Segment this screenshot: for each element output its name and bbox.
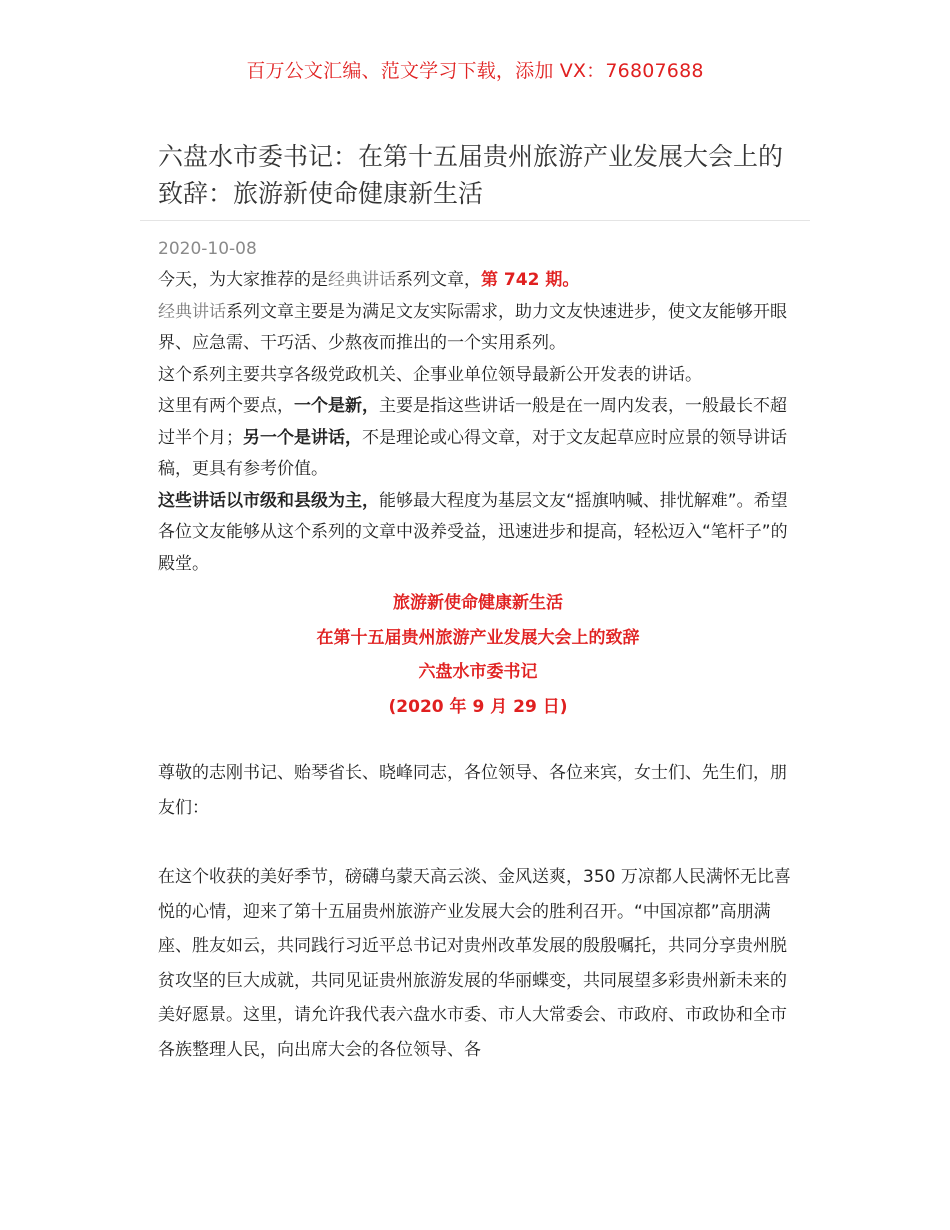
intro-text: 今天，为大家推荐的是 xyxy=(158,270,328,290)
speech-theme: 旅游新使命健康新生活 xyxy=(393,593,563,613)
series-name: 经典讲话 xyxy=(158,301,226,322)
intro-paragraph-1 xyxy=(158,265,798,297)
promo-banner: 百万公文汇编、范文学习下载，添加 VX：76807688 xyxy=(246,60,704,82)
speech-header xyxy=(158,586,798,724)
key-point-1: 一个是新， xyxy=(294,396,379,416)
intro-paragraph-4 xyxy=(158,391,798,486)
speech-paragraph-1: 在这个收获的美好季节，磅礴乌蒙天高云淡、金风送爽，350 万凉都人民满怀无比喜悦的心情，迎来了第十五届贵州旅游产业发展大会的胜利召开。“中国凉都”高朋满座、胜友如云，共同践行习近平总书记对贵州改革发展的殷殷嘱托，共同分享贵州脱贫攻坚的巨大成就，共同见证贵州旅游发展的华丽蝶变，共同展望多彩贵州新未来的美好愿景。这里，请允许我代表六盘水市委、市人大常委会、市政府、市政协和全市各族整理人民，向出席大会的各位领导、各 xyxy=(158,867,791,1060)
key-point-3: 这些讲话以市级和县级为主， xyxy=(158,490,379,511)
intro-paragraph-5 xyxy=(158,486,798,581)
publish-date: 2020-10-08 xyxy=(158,239,257,259)
article-title: 六盘水市委书记：在第十五届贵州旅游产业发展大会上的致辞：旅游新使命健康新生活 xyxy=(158,142,784,208)
speech-occasion: 在第十五届贵州旅游产业发展大会上的致辞 xyxy=(316,627,640,648)
speech-date: (2020 年 9 月 29 日) xyxy=(388,696,568,717)
intro-text: 系列文章， xyxy=(396,270,481,290)
speaker: 六盘水市委书记 xyxy=(418,662,538,682)
intro-text: 能够最大程度为基层文友“摇旗呐喊、排忧解难”。希望各位文友能够从这个系列的文章中汲养受益，迅速进步和提高，轻松迈入“笔杆子”的殿堂。 xyxy=(158,490,788,574)
series-name: 经典讲话 xyxy=(328,270,396,290)
issue-number: 第 742 期。 xyxy=(481,270,580,290)
intro-paragraph-3: 这个系列主要共享各级党政机关、企事业单位领导最新公开发表的讲话。 xyxy=(158,364,702,385)
title-divider xyxy=(140,220,810,221)
intro-text: 这里有两个要点， xyxy=(158,396,294,416)
intro-section xyxy=(158,265,798,580)
speech-salutation: 尊敬的志刚书记、贻琴省长、晓峰同志，各位领导、各位来宾，女士们、先生们，朋友们： xyxy=(158,763,787,818)
intro-text: 主要是指这些讲话一般是在一周内发表，一般最长不超过半个月； xyxy=(158,396,787,448)
key-point-2: 另一个是讲话， xyxy=(243,427,362,448)
intro-text: 不是理论或心得文章，对于文友起草应时应景的领导讲话稿，更具有参考价值。 xyxy=(158,427,787,479)
intro-text: 系列文章主要是为满足文友实际需求，助力文友快速进步，使文友能够开眼界、应急需、干巧活、少熬夜而推出的一个实用系列。 xyxy=(158,301,787,353)
intro-paragraph-2 xyxy=(158,297,798,360)
